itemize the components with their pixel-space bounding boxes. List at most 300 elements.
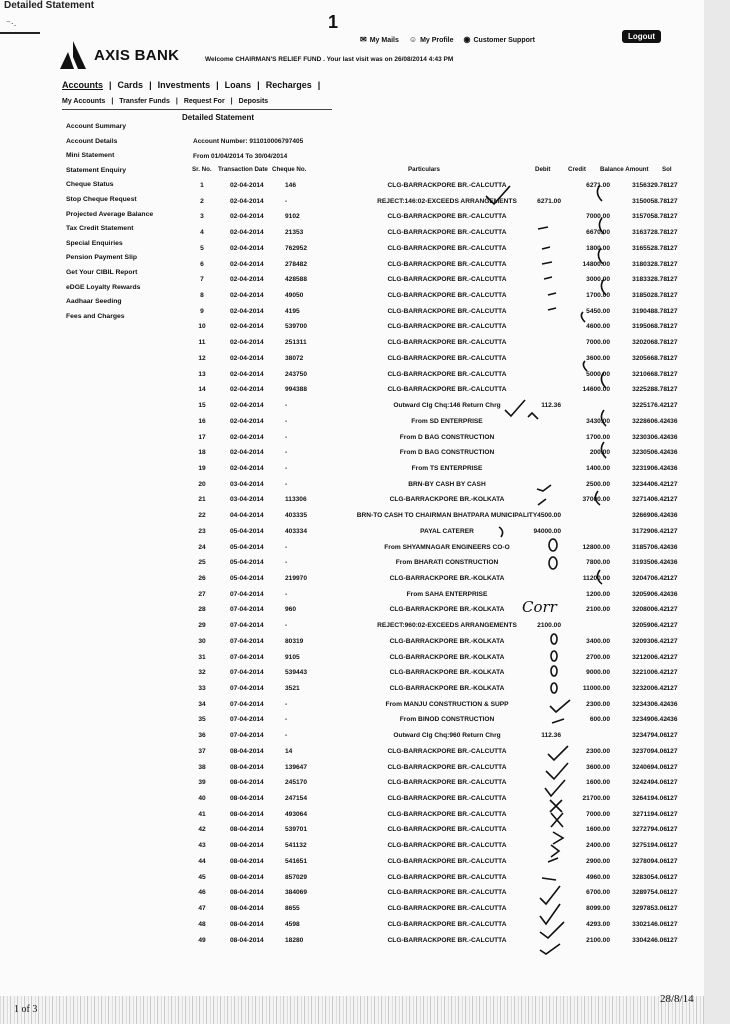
row-balance: 3271194.06 (632, 810, 667, 818)
table-row (190, 446, 682, 462)
table-row (190, 918, 682, 934)
row-sol: 127 (666, 213, 678, 221)
row-sol: 127 (666, 810, 678, 818)
row-sr-no: 39 (198, 779, 206, 787)
row-particulars: CLG-BARRACKPORE BR.-CALCUTTA (387, 795, 507, 803)
table-row (190, 713, 682, 729)
row-date: 02-04-2014 (230, 402, 264, 410)
bank-name: AXIS BANK (94, 46, 180, 64)
table-row (190, 541, 682, 557)
row-sol: 127 (666, 354, 678, 362)
support-icon: ◉ (463, 35, 471, 44)
table-row (190, 698, 682, 714)
row-particulars: From MANJU CONSTRUCTION & SUPP (385, 700, 509, 708)
row-particulars: CLG-BARRACKPORE BR.-KOLKATA (389, 685, 505, 692)
row-sr-no: 2 (200, 197, 204, 205)
row-balance: 3289754.06 (632, 889, 667, 897)
row-date: 02-04-2014 (230, 464, 264, 472)
row-date: 05-04-2014 (230, 574, 264, 582)
col-sol: Sol (662, 166, 672, 173)
row-cheque-no: 278482 (285, 260, 308, 268)
row-sr-no: 40 (198, 795, 206, 803)
top-scribble: Detailed Statement (4, 0, 95, 11)
row-particulars: From BINOD CONSTRUCTION (399, 716, 495, 724)
row-sol: 436 (666, 512, 678, 520)
table-row (190, 792, 682, 808)
row-sr-no: 30 (198, 637, 206, 645)
row-sr-no: 45 (198, 873, 206, 881)
row-date: 02-04-2014 (230, 213, 264, 221)
row-credit: 4600.00 (586, 323, 610, 331)
row-date: 02-04-2014 (230, 292, 264, 300)
row-particulars: CLG-BARRACKPORE BR.-CALCUTTA (387, 213, 507, 221)
row-balance: 3266906.42 (632, 512, 667, 520)
row-date: 08-04-2014 (230, 826, 264, 834)
row-date: 04-04-2014 (230, 512, 264, 520)
row-particulars: CLG-BARRACKPORE BR.-CALCUTTA (387, 842, 507, 850)
logout-button[interactable] (622, 30, 661, 43)
row-date: 02-04-2014 (230, 197, 264, 205)
row-sol: 436 (666, 590, 678, 598)
row-particulars: Outward Clg Chq:960 Return Chrg (393, 732, 501, 740)
row-sol: 127 (666, 795, 678, 803)
row-credit: 3000.00 (586, 276, 610, 284)
my-profile-link[interactable]: ☺ My Profile (408, 35, 454, 44)
row-cheque-no: - (285, 716, 288, 724)
table-row (190, 383, 682, 399)
row-sol: 127 (666, 732, 678, 740)
row-sr-no: 42 (198, 826, 206, 834)
row-credit: 3600.00 (586, 763, 610, 771)
row-sol: 127 (666, 905, 678, 913)
col-sr-no: Sr. No. (192, 166, 212, 173)
row-date: 08-04-2014 (230, 779, 264, 787)
row-particulars: CLG-BARRACKPORE BR.-CALCUTTA (387, 763, 507, 771)
row-sol: 127 (666, 936, 678, 944)
row-credit: 2300.00 (586, 700, 610, 708)
row-cheque-no: 541132 (285, 842, 307, 850)
table-row (190, 619, 682, 635)
row-particulars: CLG-BARRACKPORE BR.-CALCUTTA (387, 905, 507, 913)
nav-investments[interactable]: Investments (157, 80, 211, 90)
table-row (190, 415, 682, 431)
row-date: 03-04-2014 (230, 496, 264, 504)
sidebar-menu (66, 120, 153, 324)
table-row (190, 855, 682, 871)
row-balance: 3225176.42 (632, 402, 667, 410)
row-sr-no: 9 (200, 307, 204, 315)
row-particulars: CLG-BARRACKPORE BR.-CALCUTTA (387, 826, 507, 834)
row-date: 02-04-2014 (230, 433, 264, 441)
row-sr-no: 17 (198, 433, 206, 441)
row-sr-no: 16 (198, 417, 206, 425)
sidebar-item-cheque-status[interactable]: Cheque Status (66, 181, 114, 189)
row-date: 02-04-2014 (230, 260, 264, 268)
row-date: 07-04-2014 (230, 622, 264, 630)
row-balance: 3205906.42 (632, 590, 667, 598)
row-date: 07-04-2014 (230, 637, 264, 645)
row-sol: 127 (666, 622, 678, 630)
row-sol: 127 (666, 260, 678, 268)
table-row (190, 399, 682, 415)
row-sr-no: 5 (200, 244, 204, 252)
table-row (190, 902, 682, 918)
table-row (190, 525, 682, 541)
row-date: 02-04-2014 (230, 276, 264, 284)
sidebar-item-cibil-report[interactable]: Get Your CIBIL Report (66, 268, 138, 276)
row-sr-no: 21 (198, 496, 206, 504)
row-date: 08-04-2014 (230, 905, 264, 913)
subnav-request-for[interactable]: Request For (183, 98, 225, 105)
row-date: 08-04-2014 (230, 747, 264, 755)
row-particulars: CLG-BARRACKPORE BR.-CALCUTTA (387, 779, 507, 787)
row-sr-no: 4 (200, 229, 204, 237)
row-sr-no: 14 (198, 386, 206, 394)
row-sol: 127 (666, 889, 678, 897)
row-cheque-no: - (285, 402, 288, 410)
row-cheque-no: 146 (285, 182, 297, 189)
row-particulars: CLG-BARRACKPORE BR.-CALCUTTA (387, 182, 507, 189)
row-cheque-no: 539700 (285, 323, 308, 331)
table-row (190, 258, 682, 274)
row-sr-no: 6 (200, 260, 204, 268)
row-sr-no: 34 (198, 700, 206, 708)
welcome-message: Welcome CHAIRMAN'S RELIEF FUND . Your last visit was on 26/08/2014 4:43 PM (205, 56, 454, 63)
row-credit: 3400.00 (586, 637, 610, 645)
row-particulars: REJECT:146:02-EXCEEDS ARRANGEMENTS (377, 197, 517, 205)
row-credit: 1700.00 (586, 292, 610, 300)
row-balance: 3234906.42 (632, 716, 667, 724)
row-debit: 6271.00 (537, 197, 561, 205)
row-particulars: CLG-BARRACKPORE BR.-KOLKATA (389, 637, 505, 645)
sidebar-item-account-details[interactable]: Account Details (66, 137, 118, 145)
table-row (190, 210, 682, 226)
row-particulars: CLG-BARRACKPORE BR.-CALCUTTA (387, 354, 507, 362)
scan-noise-strip (0, 996, 704, 1024)
row-sol: 436 (666, 543, 678, 551)
row-sol: 436 (666, 716, 678, 724)
subnav-transfer-funds[interactable]: Transfer Funds (119, 98, 170, 105)
row-balance: 3202068.78 (632, 339, 667, 347)
row-particulars: CLG-BARRACKPORE BR.-CALCUTTA (387, 292, 507, 300)
statement-period: From 01/04/2014 To 30/04/2014 (193, 153, 288, 160)
row-particulars: CLG-BARRACKPORE BR.-CALCUTTA (387, 936, 507, 944)
row-sol: 127 (666, 244, 678, 252)
row-credit: 7000.00 (586, 213, 610, 221)
row-balance: 3190488.78 (632, 307, 667, 315)
row-cheque-no: - (285, 197, 288, 205)
table-row (190, 871, 682, 887)
row-credit: 4960.00 (586, 873, 610, 881)
row-balance: 3180328.78 (632, 260, 667, 268)
table-row (190, 368, 682, 384)
nav-loans[interactable]: Loans (224, 80, 252, 90)
nav-accounts[interactable]: Accounts (62, 80, 104, 90)
row-balance: 3150058.78 (632, 197, 667, 205)
subnav-deposits[interactable]: Deposits (238, 98, 269, 105)
sidebar-item-tax-credit[interactable]: Tax Credit Statement (66, 225, 134, 233)
row-date: 08-04-2014 (230, 795, 264, 803)
row-cheque-no: - (285, 590, 288, 598)
sidebar-item-special-enquiries[interactable]: Special Enquiries (66, 239, 123, 247)
sidebar-item-stop-cheque[interactable]: Stop Cheque Request (66, 195, 137, 203)
row-balance: 3205906.42 (632, 622, 667, 630)
row-particulars: From SD ENTERPRISE (411, 417, 483, 425)
row-balance: 3232006.42 (632, 685, 667, 692)
row-balance: 3230306.42 (632, 433, 667, 441)
row-particulars: CLG-BARRACKPORE BR.-CALCUTTA (387, 747, 507, 755)
row-date: 07-04-2014 (230, 590, 264, 598)
row-debit: 4500.00 (537, 512, 561, 520)
row-cheque-no: 541651 (285, 857, 308, 865)
subnav-my-accounts[interactable]: My Accounts (62, 98, 106, 105)
row-sol: 127 (666, 873, 678, 881)
table-row (190, 776, 682, 792)
handwritten-note: Corr (522, 598, 557, 616)
row-credit: 3600.00 (586, 354, 610, 362)
profile-icon: ☺ (408, 35, 418, 44)
row-cheque-no: 245170 (285, 779, 308, 787)
row-particulars: CLG-BARRACKPORE BR.-CALCUTTA (387, 889, 507, 897)
row-sr-no: 41 (198, 810, 206, 818)
row-cheque-no: - (285, 464, 288, 472)
row-particulars: CLG-BARRACKPORE BR.-CALCUTTA (387, 386, 507, 394)
row-cheque-no: - (285, 700, 288, 708)
row-particulars: From TS ENTERPRISE (411, 464, 483, 472)
row-date: 07-04-2014 (230, 716, 264, 724)
row-sr-no: 33 (198, 685, 206, 692)
row-particulars: CLG-BARRACKPORE BR.-CALCUTTA (387, 857, 507, 865)
row-date: 02-04-2014 (230, 307, 264, 315)
row-sr-no: 11 (198, 339, 206, 347)
row-cheque-no: - (285, 732, 288, 740)
row-date: 02-04-2014 (230, 229, 264, 237)
row-sr-no: 44 (198, 857, 206, 865)
row-sr-no: 37 (198, 747, 206, 755)
row-cheque-no: 3521 (285, 685, 300, 692)
row-date: 08-04-2014 (230, 842, 264, 850)
row-date: 02-04-2014 (230, 386, 264, 394)
transactions-table (190, 179, 682, 949)
row-cheque-no: 139647 (285, 763, 308, 771)
page-count: 1 of 3 (14, 1004, 38, 1015)
row-sol: 127 (666, 842, 678, 850)
row-sr-no: 8 (200, 292, 204, 300)
row-sr-no: 46 (198, 889, 206, 897)
row-cheque-no: 4598 (285, 920, 300, 928)
table-row (190, 729, 682, 745)
row-credit: 6670.00 (586, 229, 610, 237)
row-debit: 94000.00 (533, 527, 561, 535)
row-sol: 436 (666, 417, 678, 425)
row-sol: 127 (666, 653, 678, 661)
row-particulars: BRN-BY CASH BY CASH (408, 480, 486, 488)
row-sol: 127 (666, 229, 678, 237)
row-credit: 14600.00 (582, 386, 610, 394)
row-cheque-no: 219970 (285, 574, 308, 582)
col-balance: Balance Amount (600, 166, 649, 173)
table-row (190, 651, 682, 667)
row-balance: 3240694.06 (632, 763, 667, 771)
nav-cards[interactable]: Cards (117, 80, 144, 90)
row-credit: 200.00 (589, 449, 610, 457)
scan-date: 28/8/14 (660, 993, 694, 1005)
col-debit: Debit (535, 166, 551, 173)
row-date: 02-04-2014 (230, 354, 264, 362)
row-balance: 3237094.06 (632, 747, 667, 755)
row-particulars: CLG-BARRACKPORE BR.-CALCUTTA (387, 323, 507, 331)
my-mails-link[interactable]: ✉ My Mails (360, 35, 399, 44)
row-credit: 2900.00 (586, 857, 610, 865)
row-cheque-no: - (285, 622, 288, 630)
row-sr-no: 49 (198, 936, 206, 944)
row-cheque-no: - (285, 480, 288, 488)
row-credit: 8099.00 (586, 905, 610, 913)
customer-support-link[interactable]: ◉ Customer Support (463, 35, 535, 44)
row-cheque-no: 428588 (285, 276, 308, 284)
table-row (190, 336, 682, 352)
row-date: 08-04-2014 (230, 889, 264, 897)
row-sr-no: 19 (198, 464, 206, 472)
row-particulars: CLG-BARRACKPORE BR.-CALCUTTA (387, 244, 507, 252)
row-balance: 3225288.78 (632, 386, 667, 394)
row-credit: 37000.00 (582, 496, 610, 504)
row-sol: 127 (666, 574, 678, 582)
row-sr-no: 15 (198, 402, 206, 410)
row-cheque-no: - (285, 449, 288, 457)
nav-recharges[interactable]: Recharges (265, 80, 312, 90)
row-date: 02-04-2014 (230, 417, 264, 425)
row-sr-no: 36 (198, 732, 206, 740)
table-row (190, 808, 682, 824)
sidebar-item-mini-statement[interactable]: Mini Statement (66, 152, 115, 160)
row-balance: 3156329.78 (632, 182, 667, 189)
row-credit: 6700.00 (586, 889, 610, 897)
row-particulars: CLG-BARRACKPORE BR.-KOLKATA (389, 496, 505, 504)
row-credit: 3430.00 (586, 417, 610, 425)
row-sr-no: 29 (198, 622, 206, 630)
sidebar-item-aadhaar-seeding[interactable]: Aadhaar Seeding (66, 298, 122, 306)
row-credit: 11200.00 (582, 574, 610, 582)
row-balance: 3230506.42 (632, 449, 667, 457)
sidebar-item-account-summary[interactable]: Account Summary (66, 123, 127, 130)
table-row (190, 588, 682, 604)
row-sr-no: 27 (198, 590, 206, 598)
col-cheque-no: Cheque No. (272, 166, 307, 173)
row-sol: 436 (666, 464, 678, 472)
row-date: 05-04-2014 (230, 527, 264, 535)
row-particulars: CLG-BARRACKPORE BR.-KOLKATA (389, 669, 505, 677)
sidebar-item-edge-rewards[interactable]: eDGE Loyalty Rewards (66, 283, 141, 291)
row-balance: 3234794.06 (632, 732, 667, 740)
row-cheque-no: - (285, 433, 288, 441)
row-sol: 127 (666, 920, 678, 928)
row-particulars: From BHARATI CONSTRUCTION (395, 559, 499, 567)
row-date: 05-04-2014 (230, 559, 264, 567)
row-date: 07-04-2014 (230, 606, 264, 614)
table-row (190, 195, 682, 211)
row-balance: 3272794.06 (632, 826, 667, 834)
row-credit: 4293.00 (586, 920, 610, 928)
table-row (190, 226, 682, 242)
row-particulars: CLG-BARRACKPORE BR.-KOLKATA (389, 574, 505, 582)
row-particulars: CLG-BARRACKPORE BR.-CALCUTTA (387, 260, 507, 268)
row-balance: 3278094.06 (632, 857, 667, 865)
row-sol: 127 (666, 292, 678, 300)
sidebar-item-pension-slip[interactable]: Pension Payment Slip (66, 254, 138, 262)
row-balance: 3195068.78 (632, 323, 667, 331)
row-particulars: CLG-BARRACKPORE BR.-CALCUTTA (387, 810, 507, 818)
row-sr-no: 47 (198, 905, 206, 913)
row-balance: 3204706.42 (632, 574, 667, 582)
row-particulars: CLG-BARRACKPORE BR.-CALCUTTA (387, 873, 507, 881)
row-sol: 127 (666, 763, 678, 771)
table-row (190, 666, 682, 682)
table-row (190, 179, 682, 195)
row-balance: 3210668.78 (632, 370, 667, 378)
row-date: 02-04-2014 (230, 182, 264, 189)
row-cheque-no: 539701 (285, 826, 308, 834)
row-credit: 7000.00 (586, 339, 610, 347)
row-sr-no: 26 (198, 574, 206, 582)
mail-icon: ✉ (360, 35, 367, 44)
sidebar-item-projected-balance[interactable]: Projected Average Balance (66, 210, 154, 218)
row-sol: 436 (666, 559, 678, 567)
row-sr-no: 24 (198, 543, 206, 551)
row-sol: 127 (666, 370, 678, 378)
row-date: 02-04-2014 (230, 449, 264, 457)
row-date: 07-04-2014 (230, 732, 264, 740)
row-balance: 3157058.78 (632, 213, 667, 221)
bank-logo (58, 40, 179, 70)
row-sr-no: 38 (198, 763, 206, 771)
row-date: 07-04-2014 (230, 669, 264, 677)
row-sr-no: 31 (198, 653, 206, 661)
axis-logo-icon (58, 40, 88, 70)
row-particulars: CLG-BARRACKPORE BR.-KOLKATA (389, 606, 505, 614)
row-sol: 127 (666, 826, 678, 834)
row-credit: 600.00 (589, 716, 610, 724)
table-row (190, 352, 682, 368)
table-row (190, 478, 682, 494)
row-balance: 3234306.42 (632, 700, 667, 708)
row-credit: 9000.00 (586, 669, 610, 677)
row-cheque-no: - (285, 559, 288, 567)
table-row (190, 761, 682, 777)
row-particulars: CLG-BARRACKPORE BR.-CALCUTTA (387, 229, 507, 237)
row-sr-no: 12 (198, 354, 206, 362)
sidebar-item-fees-charges[interactable]: Fees and Charges (66, 312, 125, 320)
row-sol: 436 (666, 700, 678, 708)
sidebar-item-statement-enquiry[interactable]: Statement Enquiry (66, 166, 127, 174)
row-debit: 112.36 (541, 732, 561, 740)
row-balance: 3283054.06 (632, 873, 667, 881)
row-sr-no: 1 (200, 182, 204, 189)
row-credit: 5000.00 (586, 370, 610, 378)
page-edge (704, 0, 730, 1024)
row-balance: 3231906.42 (632, 464, 667, 472)
row-credit: 2300.00 (586, 747, 610, 755)
row-date: 05-04-2014 (230, 543, 264, 551)
row-sol: 127 (666, 747, 678, 755)
row-particulars: CLG-BARRACKPORE BR.-KOLKATA (389, 653, 505, 661)
row-sol: 127 (666, 480, 678, 488)
table-row (190, 603, 682, 619)
row-sol: 127 (666, 323, 678, 331)
row-sr-no: 28 (198, 606, 206, 614)
row-cheque-no: 994388 (285, 386, 308, 394)
row-credit: 14800.00 (582, 260, 610, 268)
